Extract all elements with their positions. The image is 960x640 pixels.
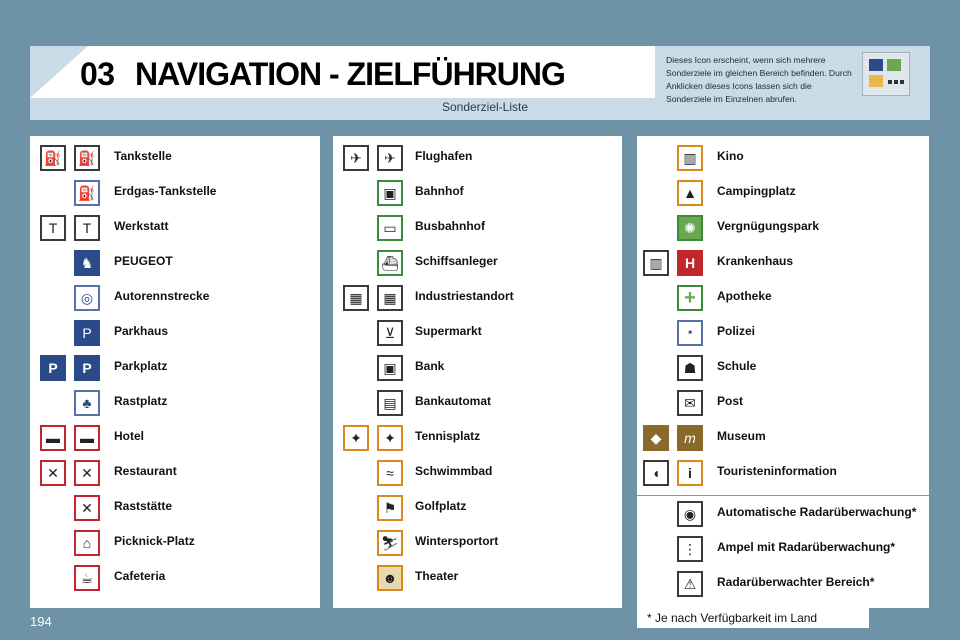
list-item [637, 210, 929, 245]
list-item [637, 531, 929, 566]
list-item-label: Raststätte [114, 499, 173, 513]
list-item-label: Campingplatz [717, 184, 796, 198]
list-item-label: Krankenhaus [717, 254, 794, 268]
bed-icon: ▬ [74, 425, 100, 451]
shopping-cart-icon: ⊻ [377, 320, 403, 346]
list-item [637, 245, 929, 280]
list-item [30, 280, 320, 315]
list-item-label: Tennisplatz [415, 429, 481, 443]
envelope-icon: ✉ [677, 390, 703, 416]
list-item [637, 496, 929, 531]
list-item-label: Polizei [717, 324, 756, 338]
list-item-label: Autorennstrecke [114, 289, 210, 303]
lpg-pump-icon: ⛽ [74, 180, 100, 206]
peugeot-lion-icon: ♞ [74, 250, 100, 276]
list-item [333, 315, 622, 350]
list-item [637, 350, 929, 385]
list-item-label: Wintersportort [415, 534, 499, 548]
section-subtitle: Sonderziel-Liste [441, 100, 529, 114]
golf-icon: ⚑ [377, 495, 403, 521]
hospital-icon: ▥ [643, 250, 669, 276]
amusement-park-icon: ✺ [677, 215, 703, 241]
radar-zone-warning-icon: ⚠ [677, 571, 703, 597]
bus-icon: ▭ [377, 215, 403, 241]
list-item-label: Schiffsanleger [415, 254, 498, 268]
airplane-icon: ✈ [343, 145, 369, 171]
list-item-label: PEUGEOT [114, 254, 173, 268]
list-item [333, 280, 622, 315]
list-item [30, 490, 320, 525]
picnic-table-icon: ⌂ [74, 530, 100, 556]
list-item-label: Touristeninformation [717, 464, 837, 478]
list-item [637, 315, 929, 350]
museum-icon: m [677, 425, 703, 451]
list-item [30, 140, 320, 175]
list-item [30, 245, 320, 280]
info-icon: ◖ [643, 460, 669, 486]
list-item [637, 280, 929, 315]
list-item [637, 420, 929, 455]
parking-icon: P [40, 355, 66, 381]
list-item [333, 245, 622, 280]
parking-garage-icon: P [74, 320, 100, 346]
list-item [637, 566, 929, 601]
list-item-label: Hotel [114, 429, 144, 443]
list-item [333, 525, 622, 560]
museum-icon: ◆ [643, 425, 669, 451]
pharmacy-cross-icon: + [677, 285, 703, 311]
race-track-icon: ◎ [74, 285, 100, 311]
film-strip-icon: ▥ [677, 145, 703, 171]
list-item [30, 420, 320, 455]
list-item-label: Parkplatz [114, 359, 168, 373]
police-icon: ■ [677, 320, 703, 346]
list-item-label: Post [717, 394, 744, 408]
list-item-label: Ampel mit Radarüberwachung* [717, 540, 896, 554]
list-item [333, 385, 622, 420]
tent-icon: ▲ [677, 180, 703, 206]
list-item-label: Rastplatz [114, 394, 168, 408]
parking-icon: P [74, 355, 100, 381]
list-item [637, 140, 929, 175]
list-item-label: Supermarkt [415, 324, 482, 338]
list-item [637, 455, 929, 490]
multiple-poi-icon [862, 52, 910, 96]
list-item-label: Werkstatt [114, 219, 169, 233]
list-item [30, 210, 320, 245]
coffee-cup-icon: ☕ [74, 565, 100, 591]
list-item-label: Schule [717, 359, 757, 373]
school-children-icon: ☗ [677, 355, 703, 381]
list-item [30, 315, 320, 350]
theater-icon: ☻ [377, 565, 403, 591]
list-item [30, 525, 320, 560]
skier-icon: ⛷ [377, 530, 403, 556]
poi-list-column-2 [333, 136, 622, 608]
list-item [333, 420, 622, 455]
list-item-label: Flughafen [415, 149, 473, 163]
list-item-label: Parkhaus [114, 324, 169, 338]
list-item [333, 140, 622, 175]
bed-icon: ▬ [40, 425, 66, 451]
chapter-title: NAVIGATION - ZIELFÜHRUNG [135, 56, 565, 92]
traffic-light-camera-icon: ⋮ [677, 536, 703, 562]
list-item-label: Kino [717, 149, 744, 163]
list-item-label: Bahnhof [415, 184, 464, 198]
list-item [333, 175, 622, 210]
list-item [637, 175, 929, 210]
atm-icon: ▤ [377, 390, 403, 416]
airplane-icon: ✈ [377, 145, 403, 171]
wrench-icon: T [74, 215, 100, 241]
page-number: 194 [30, 614, 52, 629]
cutlery-icon: ✕ [74, 460, 100, 486]
list-item [30, 560, 320, 595]
factory-icon: ▦ [343, 285, 369, 311]
hospital-icon: H [677, 250, 703, 276]
poi-list-column-1 [30, 136, 320, 608]
list-item [637, 385, 929, 420]
list-item-label: Museum [717, 429, 766, 443]
fuel-pump-icon: ⛽ [74, 145, 100, 171]
list-item [333, 210, 622, 245]
info-icon: i [677, 460, 703, 486]
ferry-icon: ⛴ [377, 250, 403, 276]
list-item-label: Industriestandort [415, 289, 514, 303]
list-item-label: Theater [415, 569, 459, 583]
tennis-icon: ✦ [343, 425, 369, 451]
swimmer-icon: ≈ [377, 460, 403, 486]
list-item [333, 455, 622, 490]
poi-list-column-3 [637, 136, 929, 608]
cutlery-icon: ✕ [40, 460, 66, 486]
train-station-icon: ▣ [377, 180, 403, 206]
speed-camera-icon: ◉ [677, 501, 703, 527]
factory-icon: ▦ [377, 285, 403, 311]
list-item-label: Tankstelle [114, 149, 172, 163]
list-item [30, 350, 320, 385]
info-text: Dieses Icon erscheint, wenn sich mehrere Sonderziele im gleichen Bereich befinden. Durch Anklicken dieses Icons lassen sich die Sonderziele im Einzelnen abrufen. [666, 55, 852, 104]
list-item-label: Picknick-Platz [114, 534, 195, 548]
list-item-label: Apotheke [717, 289, 772, 303]
list-item [333, 560, 622, 595]
list-item-label: Schwimmbad [415, 464, 493, 478]
list-item-label: Erdgas-Tankstelle [114, 184, 217, 198]
rest-area-icon: ♣ [74, 390, 100, 416]
list-item-label: Bankautomat [415, 394, 492, 408]
list-item [333, 350, 622, 385]
list-item [333, 490, 622, 525]
wrench-icon: T [40, 215, 66, 241]
list-item-label: Golfplatz [415, 499, 467, 513]
list-item-label: Radarüberwachter Bereich* [717, 575, 875, 589]
motorway-restaurant-icon: ✕ [74, 495, 100, 521]
list-item-label: Restaurant [114, 464, 177, 478]
footnote: * Je nach Verfügbarkeit im Land [637, 608, 869, 628]
list-item-label: Cafeteria [114, 569, 166, 583]
list-item-label: Automatische Radarüberwachung* [717, 505, 917, 519]
list-item-label: Busbahnhof [415, 219, 485, 233]
fuel-pump-icon: ⛽ [40, 145, 66, 171]
tennis-icon: ✦ [377, 425, 403, 451]
list-item [30, 385, 320, 420]
list-item-label: Vergnügungspark [717, 219, 820, 233]
bank-icon: ▣ [377, 355, 403, 381]
list-item [30, 455, 320, 490]
list-item [30, 175, 320, 210]
list-item-label: Bank [415, 359, 445, 373]
chapter-number: 03 [80, 56, 115, 92]
